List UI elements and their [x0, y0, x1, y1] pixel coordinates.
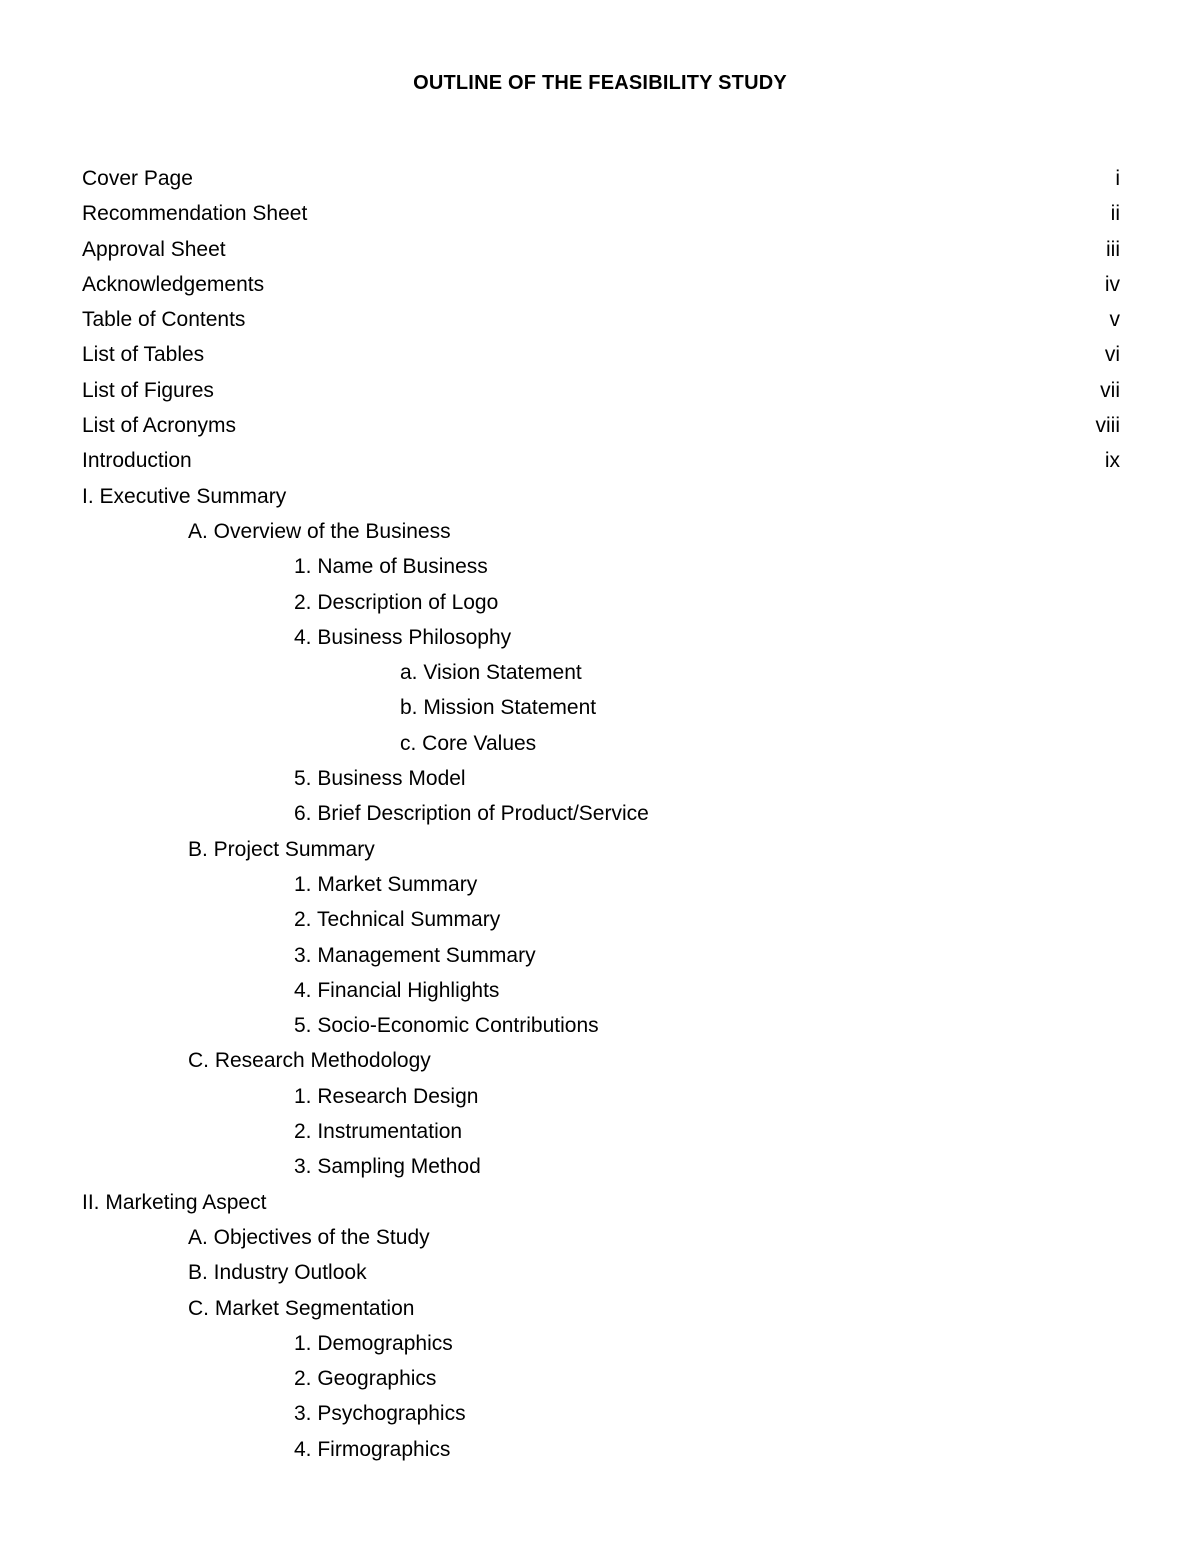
entry-label: 2. Instrumentation	[294, 1120, 463, 1144]
outline-entry	[82, 1432, 1120, 1467]
entry-label: 2. Technical Summary	[294, 908, 501, 932]
outline-entry	[82, 1396, 1120, 1431]
entry-label: 3. Psychographics	[294, 1402, 466, 1426]
front-matter-row	[82, 373, 1120, 408]
entry-label: 1. Demographics	[294, 1331, 453, 1355]
outline-entry	[82, 620, 1120, 655]
outline-entry	[82, 479, 1120, 514]
entry-label: List of Figures	[82, 378, 214, 402]
outline-entry	[82, 1149, 1120, 1184]
page-number: ii	[1110, 202, 1120, 226]
entry-label: I. Executive Summary	[82, 484, 287, 508]
entry-label: Recommendation Sheet	[82, 202, 308, 226]
front-matter-row	[82, 337, 1120, 372]
page-number: vii	[1100, 378, 1120, 402]
entry-label: Table of Contents	[82, 308, 246, 332]
entry-label: c. Core Values	[400, 731, 537, 755]
outline-entry	[82, 973, 1120, 1008]
entry-label: A. Objectives of the Study	[188, 1225, 430, 1249]
entry-label: 3. Management Summary	[294, 943, 536, 967]
entry-label: 4. Financial Highlights	[294, 978, 500, 1002]
page-number: vi	[1104, 343, 1120, 367]
entry-label: B. Project Summary	[188, 837, 375, 861]
outline-entry	[82, 1291, 1120, 1326]
entry-label: 5. Business Model	[294, 767, 466, 791]
outline-entry	[82, 1114, 1120, 1149]
page-title: OUTLINE OF THE FEASIBILITY STUDY	[413, 72, 787, 94]
entry-label: C. Research Methodology	[188, 1049, 431, 1073]
entry-label: Acknowledgements	[82, 272, 265, 296]
entry-label: Approval Sheet	[82, 237, 226, 261]
outline-entry	[82, 549, 1120, 584]
entry-label: List of Tables	[82, 343, 205, 367]
outline-entry	[82, 1255, 1120, 1290]
entry-label: 4. Business Philosophy	[294, 625, 512, 649]
outline-entry	[82, 1043, 1120, 1078]
front-matter-row	[82, 232, 1120, 267]
entry-label: 3. Sampling Method	[294, 1155, 481, 1179]
front-matter-row	[82, 161, 1120, 196]
page-number: v	[1109, 308, 1120, 332]
entry-label: A. Overview of the Business	[188, 519, 451, 543]
front-matter-row	[82, 267, 1120, 302]
outline-entry	[82, 867, 1120, 902]
page-number: iii	[1106, 237, 1120, 261]
outline-entry	[82, 796, 1120, 831]
entry-label: 2. Description of Logo	[294, 590, 499, 614]
entry-label: B. Industry Outlook	[188, 1261, 367, 1285]
outline-entry	[82, 938, 1120, 973]
outline-entry	[82, 1008, 1120, 1043]
entry-label: 1. Research Design	[294, 1084, 479, 1108]
outline-entry	[82, 1079, 1120, 1114]
outline-entry	[82, 514, 1120, 549]
entry-label: a. Vision Statement	[400, 661, 582, 685]
front-matter-row	[82, 443, 1120, 478]
outline-entry	[82, 832, 1120, 867]
entry-label: 6. Brief Description of Product/Service	[294, 802, 649, 826]
entry-label: 5. Socio-Economic Contributions	[294, 1014, 599, 1038]
page-number: ix	[1104, 449, 1120, 473]
outline-entry	[82, 690, 1120, 725]
page-number: iv	[1104, 272, 1120, 296]
outline-entry	[82, 585, 1120, 620]
entry-label: 1. Name of Business	[294, 555, 488, 579]
outline-entry	[82, 902, 1120, 937]
entry-label: II. Marketing Aspect	[82, 1190, 267, 1214]
outline-list	[82, 161, 1120, 1467]
front-matter-row	[82, 196, 1120, 231]
entry-label: 4. Firmographics	[294, 1437, 451, 1461]
entry-label: 2. Geographics	[294, 1367, 437, 1391]
entry-label: List of Acronyms	[82, 414, 237, 438]
outline-entry	[82, 1185, 1120, 1220]
entry-label: b. Mission Statement	[400, 696, 597, 720]
front-matter-row	[82, 408, 1120, 443]
outline-entry	[82, 1361, 1120, 1396]
outline-entry	[82, 726, 1120, 761]
outline-entry	[82, 1326, 1120, 1361]
front-matter-row	[82, 302, 1120, 337]
page-number: i	[1115, 167, 1120, 190]
outline-entry	[82, 761, 1120, 796]
entry-label: Introduction	[82, 449, 192, 473]
page-number: viii	[1095, 414, 1120, 438]
entry-label: C. Market Segmentation	[188, 1296, 415, 1320]
outline-entry	[82, 655, 1120, 690]
entry-label: Cover Page	[82, 167, 193, 190]
outline-entry	[82, 1220, 1120, 1255]
entry-label: 1. Market Summary	[294, 872, 478, 896]
